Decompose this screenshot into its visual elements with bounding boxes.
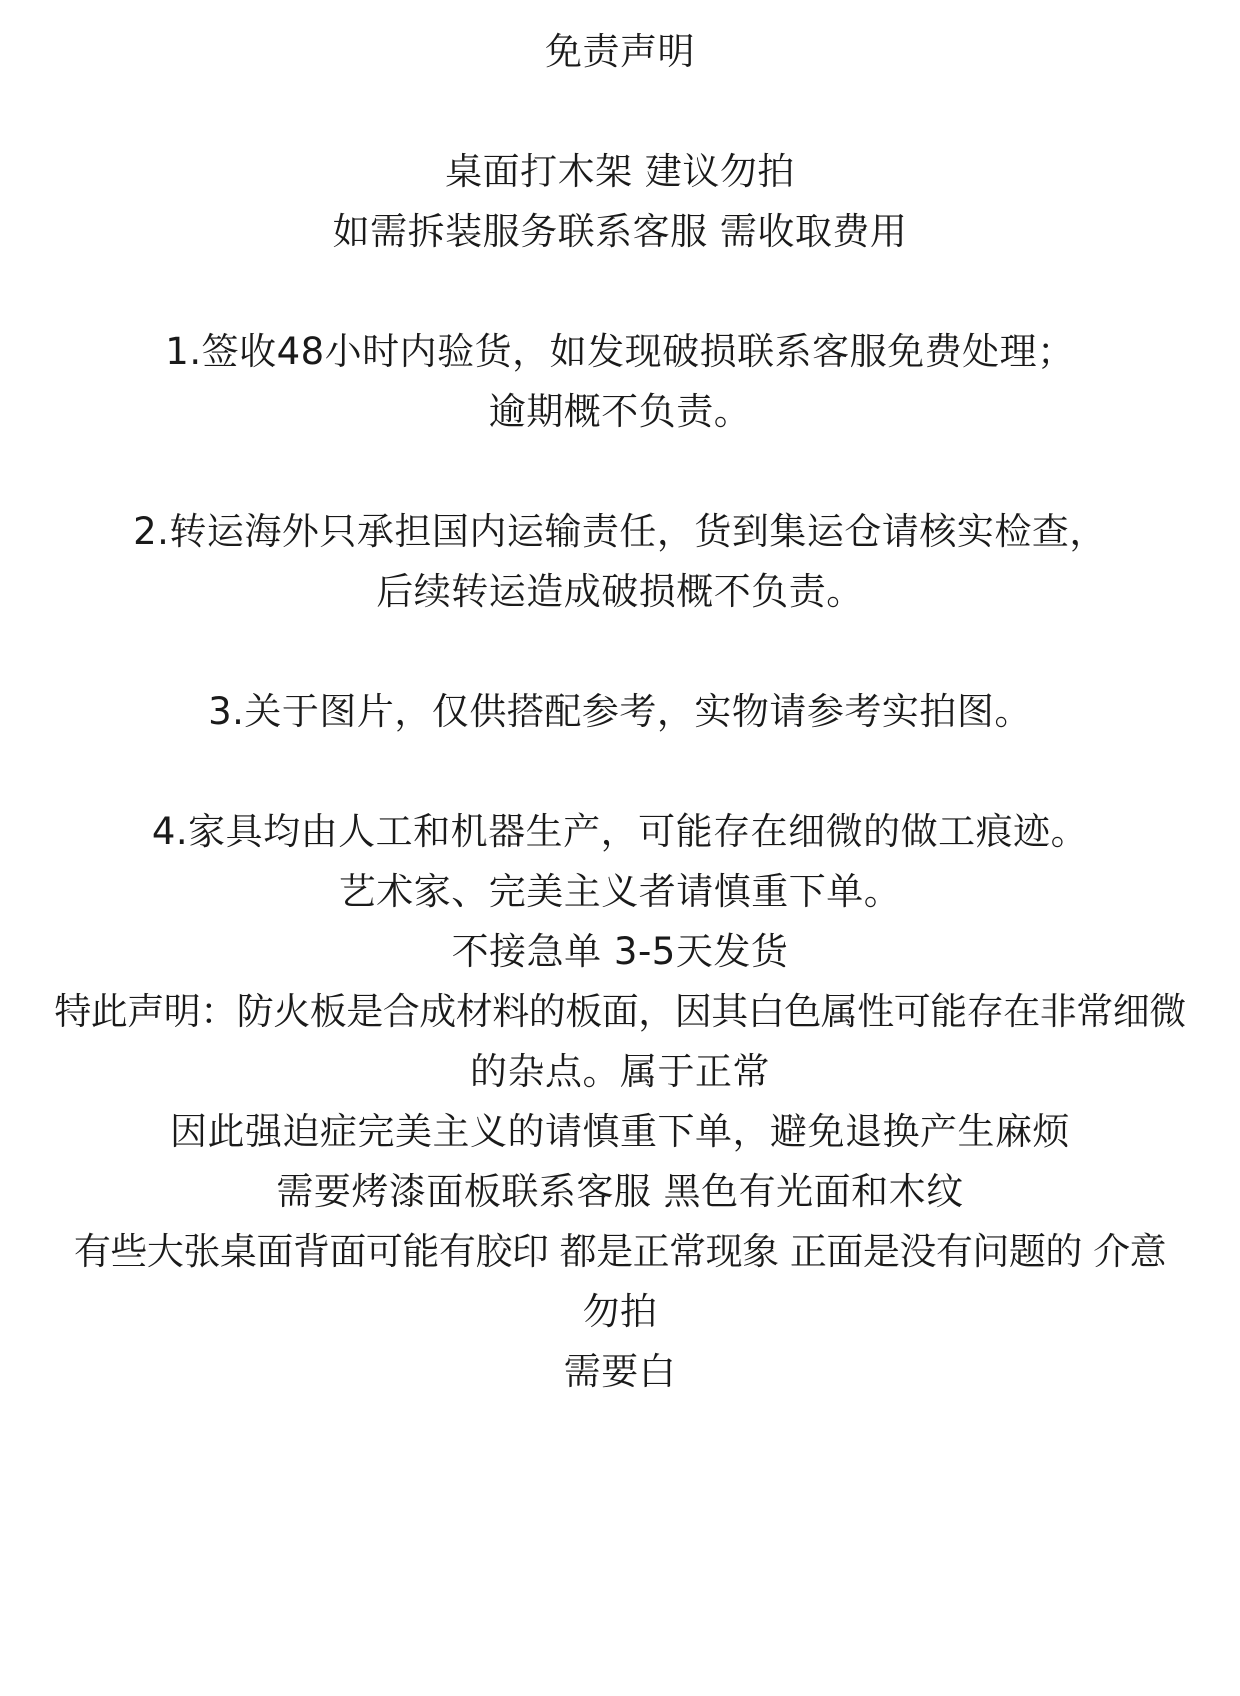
item-2-line: 后续转运造成破损概不负责。 xyxy=(376,570,864,613)
item-1-line: 1.签收48小时内验货，如发现破损联系客服免费处理； xyxy=(165,330,1075,373)
disclaimer-title: 免责声明 xyxy=(545,30,695,73)
item-4-line: 4.家具均由人工和机器生产，可能存在细微的做工痕迹。 xyxy=(151,810,1089,853)
packing-note-line: 如需拆装服务联系客服 需收取费用 xyxy=(332,210,908,253)
notice-line: 因此强迫症完美主义的请慎重下单，避免退换产生麻烦 xyxy=(170,1110,1070,1153)
notice-line: 需要白 xyxy=(563,1350,677,1393)
notice-line: 需要烤漆面板联系客服 黑色有光面和木纹 xyxy=(276,1170,964,1213)
item-1-line: 逾期概不负责。 xyxy=(488,390,752,433)
notice-line: 的杂点。属于正常 xyxy=(470,1050,770,1093)
packing-note-line: 桌面打木架 建议勿拍 xyxy=(445,150,795,193)
item-4-line: 艺术家、完美主义者请慎重下单。 xyxy=(338,870,902,913)
notice-line: 有些大张桌面背面可能有胶印 都是正常现象 正面是没有问题的 介意 xyxy=(73,1230,1167,1273)
item-4-line: 不接急单 3-5天发货 xyxy=(451,930,789,973)
notice-line: 特此声明：防火板是合成材料的板面，因其白色属性可能存在非常细微 xyxy=(54,990,1186,1033)
item-3-line: 3.关于图片，仅供搭配参考，实物请参考实拍图。 xyxy=(208,690,1032,733)
notice-line: 勿拍 xyxy=(582,1290,658,1333)
item-2-line: 2.转运海外只承担国内运输责任，货到集运仓请核实检查， xyxy=(133,510,1107,553)
